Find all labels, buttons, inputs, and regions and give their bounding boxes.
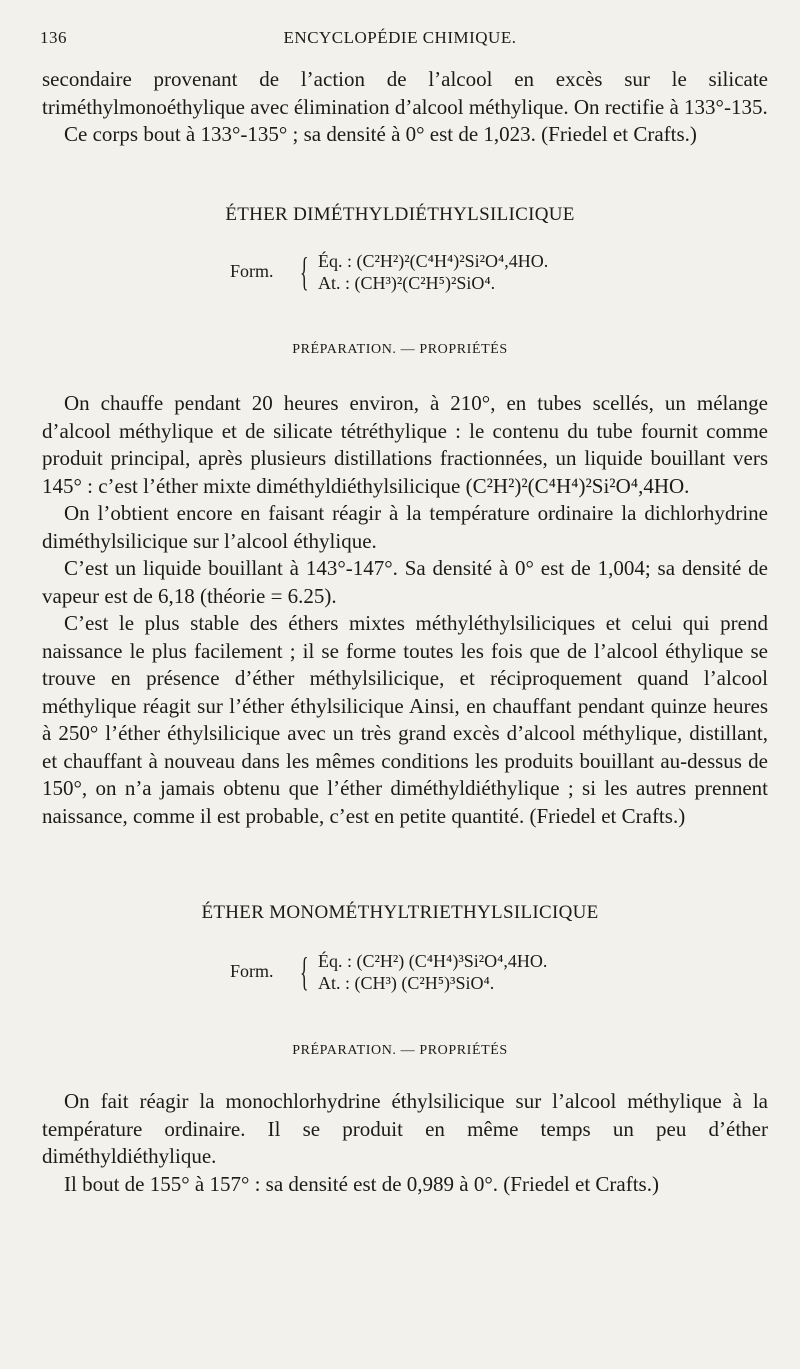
section2-text	[42, 1088, 768, 1198]
section1-paragraph-2: On l’obtient encore en faisant réagir à la température ordinaire la dichlorhydrine diméthylsilicique sur l’alcool éthylique.	[42, 501, 768, 553]
page-number: 136	[40, 28, 67, 47]
formula-block-2	[230, 950, 650, 1000]
section1-paragraph-3: C’est un liquide bouillant à 143°-147°. Sa densité à 0° est de 1,004; sa densité de vapeur est de 6,18 (théorie = 6.25).	[42, 556, 768, 608]
page-header	[40, 28, 760, 52]
formula-block-1	[230, 250, 650, 300]
intro-text	[42, 66, 768, 149]
section2-paragraph-1: On fait réagir la monochlorhydrine éthylsilicique sur l’alcool méthylique à la température ordinaire. Il se produit en même temps un peu d’éther diméthyldiéthylique.	[42, 1089, 768, 1168]
equivalent-formula: Éq. : (C²H²)²(C⁴H⁴)²Si²O⁴,4HO.	[318, 251, 549, 271]
section-subtitle-2: PRÉPARATION. — PROPRIÉTÉS	[292, 1043, 508, 1058]
brace-glyph: {	[300, 949, 309, 994]
intro-paragraph-2: Ce corps bout à 133°-135° ; sa densité à 0° est de 1,023. (Friedel et Crafts.)	[64, 122, 697, 146]
section1-text	[42, 390, 768, 830]
equivalent-formula: Éq. : (C²H²) (C⁴H⁴)³Si²O⁴,4HO.	[318, 951, 548, 971]
section1-paragraph-1: On chauffe pendant 20 heures environ, à 210°, en tubes scellés, un mélange d’alcool méthylique et de silicate tétréthylique : le contenu du tube fournit comme produit principal, après plusieurs distillations fractionnées, un liquide bouillant vers 145° : c’est l’éther mixte diméthyldiéthylsilicique (C²H²)²(C⁴H⁴)²Si²O⁴,4HO.	[42, 391, 768, 498]
intro-paragraph-1: secondaire provenant de l’action de l’alcool en excès sur le silicate triméthylmonoéthylique avec élimination d’alcool méthylique. On rectifie à 133°-135.	[42, 67, 768, 119]
atomic-formula: At. : (CH³)²(C²H⁵)²SiO⁴.	[318, 273, 496, 293]
section2-paragraph-2: Il bout de 155° à 157° : sa densité est de 0,989 à 0°. (Friedel et Crafts.)	[64, 1171, 659, 1196]
section1-paragraph-4: C’est le plus stable des éthers mixtes méthyléthylsiliciques et celui qui prend naissance le plus facilement ; il se forme toutes les fois que de l’alcool éthylique se trouve en présence d’éther méthylsilicique, et réciproquement quand l’alcool méthylique réagit sur l’éther éthylsilicique Ainsi, en chauffant pendant quinze heures à 250° l’éther éthylsilicique avec un très grand excès d’alcool méthylique, distillant, et chauffant à nouveau dans les mêmes conditions les produits bouillant au-dessus de 150°, on n’a jamais obtenu que l’éther diméthyldiéthylique ; si les autres prennent naissance, comme il est probable, c’est en petite quantité. (Friedel et Crafts.)	[42, 611, 768, 828]
section-title-monomethyltriethyl: ÉTHER MONOMÉTHYLTRIETHYLSILICIQUE	[201, 902, 599, 923]
running-title: ENCYCLOPÉDIE CHIMIQUE.	[283, 28, 517, 47]
section-title-dimethyldiethyl: ÉTHER DIMÉTHYLDIÉTHYLSILICIQUE	[225, 204, 575, 225]
atomic-formula: At. : (CH³) (C²H⁵)³SiO⁴.	[318, 973, 495, 993]
section-subtitle-1: PRÉPARATION. — PROPRIÉTÉS	[292, 342, 508, 357]
brace-glyph: {	[300, 249, 309, 294]
form-label: Form.	[230, 261, 274, 281]
form-label: Form.	[230, 961, 274, 981]
